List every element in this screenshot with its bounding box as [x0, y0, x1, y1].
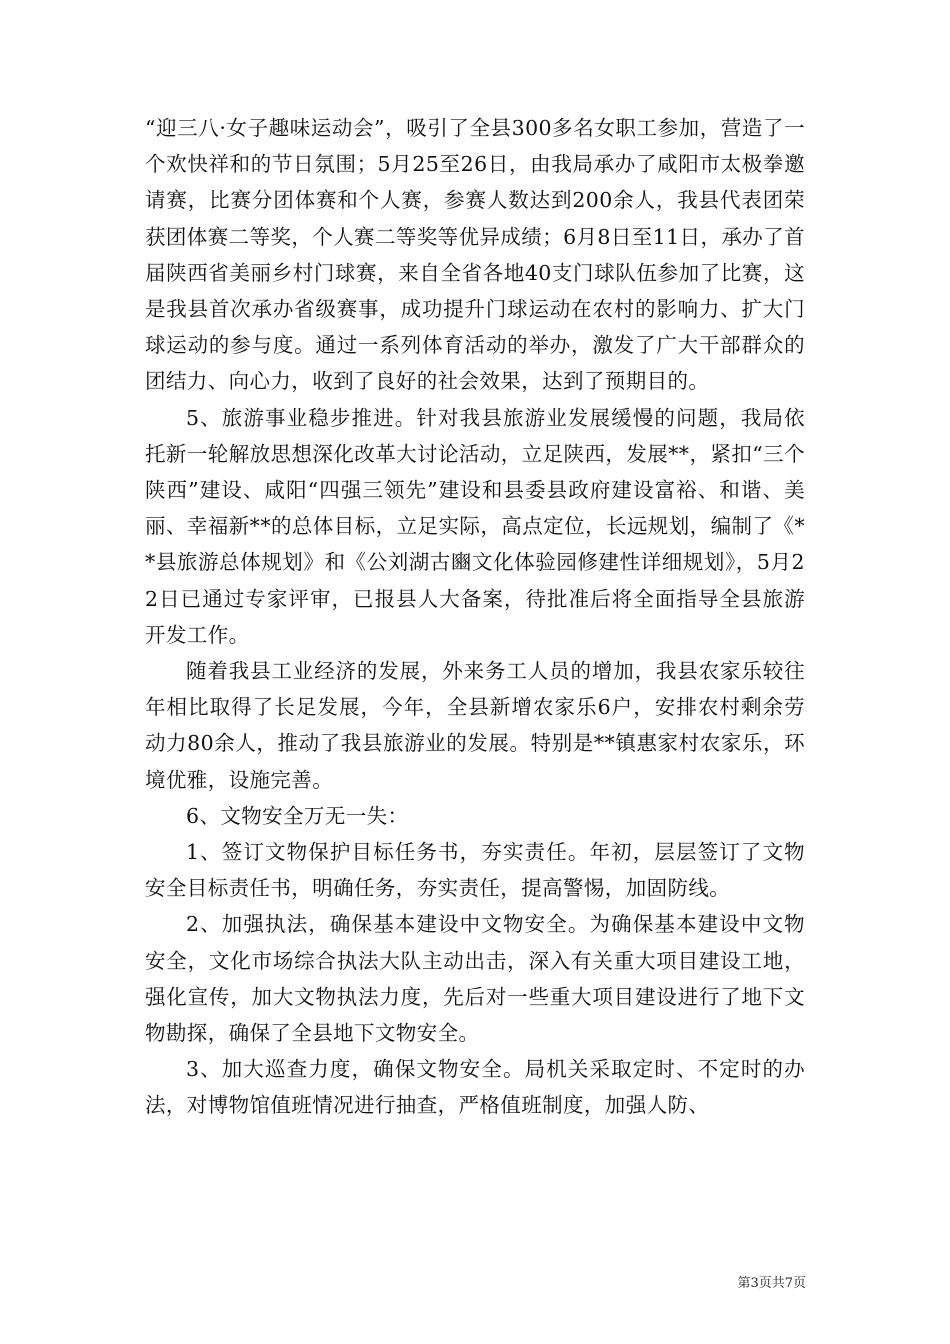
paragraph-4: 6、文物安全万无一失：	[186, 803, 409, 828]
page-number-footer: 第3页共7页	[737, 1276, 806, 1291]
paragraph-7: 3、加大巡查力度，确保文物安全。局机关采取定时、不定时的办法，对博物馆值班情况进行抽查，严格值班制度，加强人防、	[145, 1057, 805, 1118]
paragraph-2: 5、旅游事业稳步推进。针对我县旅游业发展缓慢的问题，我局依托新一轮解放思想深化改革大讨论活动，立足陕西，发展**，紧扣“三个陕西”建设、咸阳“四强三领先”建设和县委县政府建设富裕、和谐、美丽、幸福新**的总体目标，立足实际，高点定位，长远规划，编制了《**县旅游总体规划》和《公刘湖古豳文化体验园修建性详细规划》，5月22日已通过专家评审，已报县人大备案，待批准后将全面指导全县旅游开发工作。	[145, 405, 805, 647]
paragraph-5: 1、签订文物保护目标任务书，夯实责任。年初，层层签订了文物安全目标责任书，明确任务，夯实责任，提高警惕，加固防线。	[145, 840, 805, 901]
paragraph-3: 随着我县工业经济的发展，外来务工人员的增加，我县农家乐较往年相比取得了长足发展，今年，全县新增农家乐6户，安排农村剩余劳动力80余人，推动了我县旅游业的发展。特别是**镇惠家村农家乐，环境优雅，设施完善。	[145, 659, 805, 792]
paragraph-6: 2、加强执法，确保基本建设中文物安全。为确保基本建设中文物安全，文化市场综合执法大队主动出击，深入有关重大项目建设工地，强化宣传，加大文物执法力度，先后对一些重大项目建设进行了地下文物勘探，确保了全县地下文物安全。	[145, 912, 805, 1046]
paragraph-1: “迎三八·女子趣味运动会”，吸引了全县300多名女职工参加，营造了一个欢快祥和的节日氛围；5月25至26日，由我局承办了咸阳市太极拳邀请赛，比赛分团体赛和个人赛，参赛人数达到200余人，我县代表团荣获团体赛二等奖，个人赛二等奖等优异成绩；6月8日至11日，承办了首届陕西省美丽乡村门球赛，来自全省各地40支门球队伍参加了比赛，这是我县首次承办省级赛事，成功提升门球运动在农村的影响力、扩大门球运动的参与度。通过一系列体育活动的举办，激发了广大干部群众的团结力、向心力，收到了良好的社会效果，达到了预期目的。	[145, 116, 805, 394]
document-body	[145, 110, 805, 1124]
